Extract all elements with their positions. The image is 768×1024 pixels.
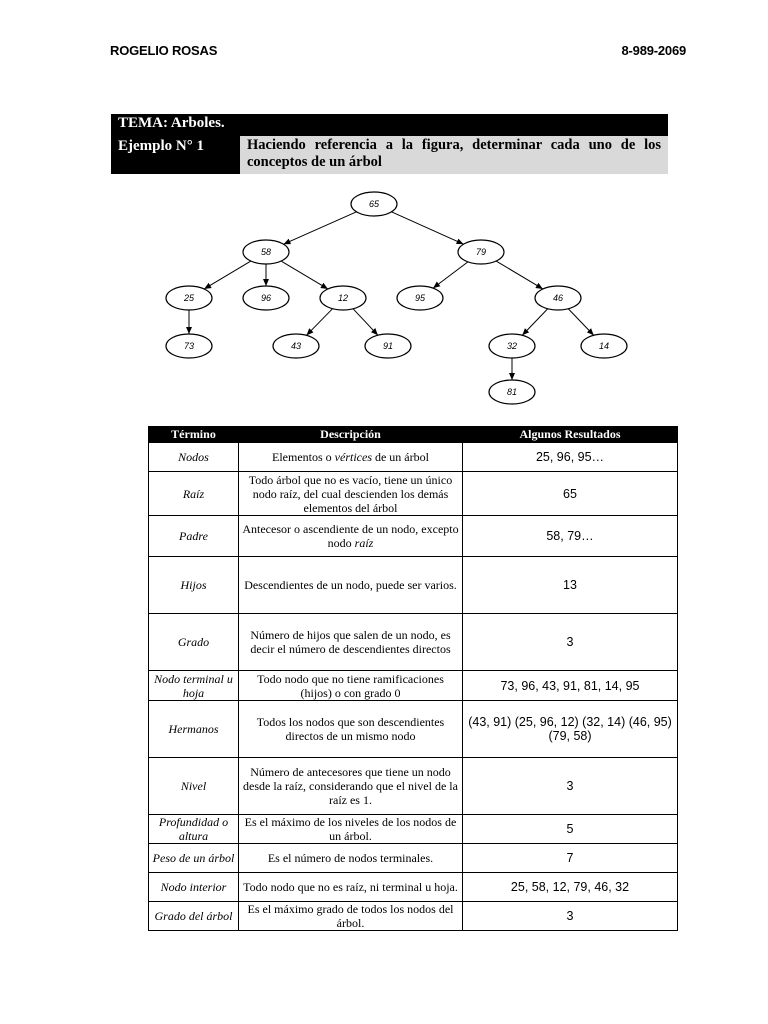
description-cell	[239, 815, 463, 844]
description-cell	[239, 902, 463, 931]
description-text: Todo nodo que no es raíz, ni terminal u hoja.	[243, 880, 458, 894]
term-cell: Nodo terminal u hoja	[149, 671, 239, 701]
description-text: Descendientes de un nodo, puede ser varios.	[244, 578, 457, 592]
tree-node-label: 14	[598, 341, 610, 351]
term-cell: Grado	[149, 614, 239, 671]
tree-node-25	[166, 286, 212, 310]
tree-node-label: 46	[552, 293, 564, 303]
result-cell: 58, 79…	[463, 516, 678, 557]
tree-node-73	[166, 334, 212, 358]
tree-node-label: 81	[506, 387, 518, 397]
tree-node-label: 73	[183, 341, 195, 351]
tree-node-12	[320, 286, 366, 310]
table-row	[149, 614, 678, 671]
tree-diagram	[150, 186, 650, 408]
tree-edge-65-79	[391, 212, 463, 244]
description-text: Es el máximo de los niveles de los nodos de un árbol.	[244, 815, 457, 843]
author-id: 8-989-2069	[621, 43, 686, 58]
table-row	[149, 516, 678, 557]
table-row	[149, 758, 678, 815]
description-cell	[239, 443, 463, 472]
tree-edge-46-14	[568, 309, 593, 336]
result-cell: 25, 96, 95…	[463, 443, 678, 472]
tree-edge-12-91	[353, 309, 378, 335]
term-cell: Nodo interior	[149, 873, 239, 902]
tree-node-label: 65	[368, 199, 380, 209]
term-cell: Peso de un árbol	[149, 844, 239, 873]
tree-node-79	[458, 240, 504, 264]
tree-node-65	[351, 192, 397, 216]
term-cell: Hermanos	[149, 701, 239, 758]
result-cell: 65	[463, 472, 678, 516]
header-results: Algunos Resultados	[463, 427, 678, 443]
result-cell: 3	[463, 902, 678, 931]
description-cell	[239, 472, 463, 516]
description-cell	[239, 701, 463, 758]
term-cell: Raíz	[149, 472, 239, 516]
result-cell: 25, 58, 12, 79, 46, 32	[463, 873, 678, 902]
term-cell: Hijos	[149, 557, 239, 614]
result-cell: 3	[463, 758, 678, 815]
tree-node-95	[397, 286, 443, 310]
result-cell: 7	[463, 844, 678, 873]
tree-node-96	[243, 286, 289, 310]
tree-edge-58-25	[204, 261, 251, 289]
result-cell: 3	[463, 614, 678, 671]
description-cell	[239, 844, 463, 873]
description-cell	[239, 671, 463, 701]
tree-node-label: 91	[382, 341, 394, 351]
tree-edge-79-46	[496, 261, 543, 289]
description-text: Antecesor o ascendiente de un nodo, excepto nodo	[242, 522, 459, 550]
table-row	[149, 472, 678, 516]
tree-node-label: 79	[475, 247, 487, 257]
tree-node-label: 12	[337, 293, 349, 303]
description-text: Número de antecesores que tiene un nodo desde la raíz, considerando que el nivel de la raíz es 1.	[243, 765, 458, 807]
example-instructions: Haciendo referencia a la figura, determinar cada uno de los conceptos de un árbol	[240, 136, 668, 174]
table-row	[149, 701, 678, 758]
description-text: Todo nodo que no tiene ramificaciones (hijos) o con grado 0	[257, 671, 444, 700]
table-row	[149, 443, 678, 472]
description-text-end: de un árbol	[371, 450, 429, 464]
tree-node-46	[535, 286, 581, 310]
table-row	[149, 815, 678, 844]
term-cell: Nodos	[149, 443, 239, 472]
tree-node-32	[489, 334, 535, 358]
description-text: Es el número de nodos terminales.	[267, 851, 434, 865]
result-cell: 5	[463, 815, 678, 844]
description-text: Todos los nodos que son descendientes directos de un mismo nodo	[256, 715, 445, 743]
table-row	[149, 902, 678, 931]
description-italic-text: vértices	[334, 450, 372, 464]
tree-node-label: 96	[260, 293, 272, 303]
table-row	[149, 557, 678, 614]
author-name: ROGELIO ROSAS	[110, 43, 218, 58]
term-cell: Profundidad o altura	[149, 815, 239, 844]
description-cell	[239, 873, 463, 902]
tree-edge-46-32	[522, 309, 547, 336]
header-description: Descripción	[239, 427, 463, 443]
description-text: Número de hijos que salen de un nodo, es decir el número de descendientes directos	[250, 628, 451, 656]
description-text: Es el máximo grado de todos los nodos del árbol.	[247, 902, 454, 930]
topic-title: TEMA: Arboles.	[111, 114, 668, 136]
tree-node-label: 25	[183, 293, 195, 303]
table-header-row	[149, 427, 678, 443]
tree-node-label: 32	[506, 341, 518, 351]
table-row	[149, 873, 678, 902]
term-cell: Nivel	[149, 758, 239, 815]
concepts-table	[148, 426, 678, 931]
result-cell: (43, 91) (25, 96, 12) (32, 14) (46, 95) (79, 58)	[463, 701, 678, 758]
tree-node-label: 58	[260, 247, 272, 257]
tree-node-label: 95	[414, 293, 426, 303]
tree-edge-79-95	[433, 262, 468, 288]
result-cell: 13	[463, 557, 678, 614]
tree-edge-58-12	[281, 261, 328, 289]
description-text: Elementos o	[272, 450, 335, 464]
tree-node-label: 43	[290, 341, 302, 351]
description-cell	[239, 516, 463, 557]
table-row	[149, 671, 678, 701]
description-italic-text: raíz	[354, 536, 374, 550]
tree-node-81	[489, 380, 535, 404]
description-cell	[239, 758, 463, 815]
description-text: Todo árbol que no es vacío, tiene un único nodo raíz, del cual descienden los demás elementos del árbol	[248, 472, 453, 515]
description-cell	[239, 557, 463, 614]
term-cell: Grado del árbol	[149, 902, 239, 931]
description-cell	[239, 614, 463, 671]
tree-node-43	[273, 334, 319, 358]
tree-node-58	[243, 240, 289, 264]
tree-edge-12-43	[306, 309, 332, 336]
tree-edge-65-58	[284, 212, 357, 244]
table-row	[149, 844, 678, 873]
header-term: Término	[149, 427, 239, 443]
tree-node-14	[581, 334, 627, 358]
tree-node-91	[365, 334, 411, 358]
result-cell: 73, 96, 43, 91, 81, 14, 95	[463, 671, 678, 701]
term-cell: Padre	[149, 516, 239, 557]
example-label: Ejemplo N° 1	[111, 136, 240, 174]
